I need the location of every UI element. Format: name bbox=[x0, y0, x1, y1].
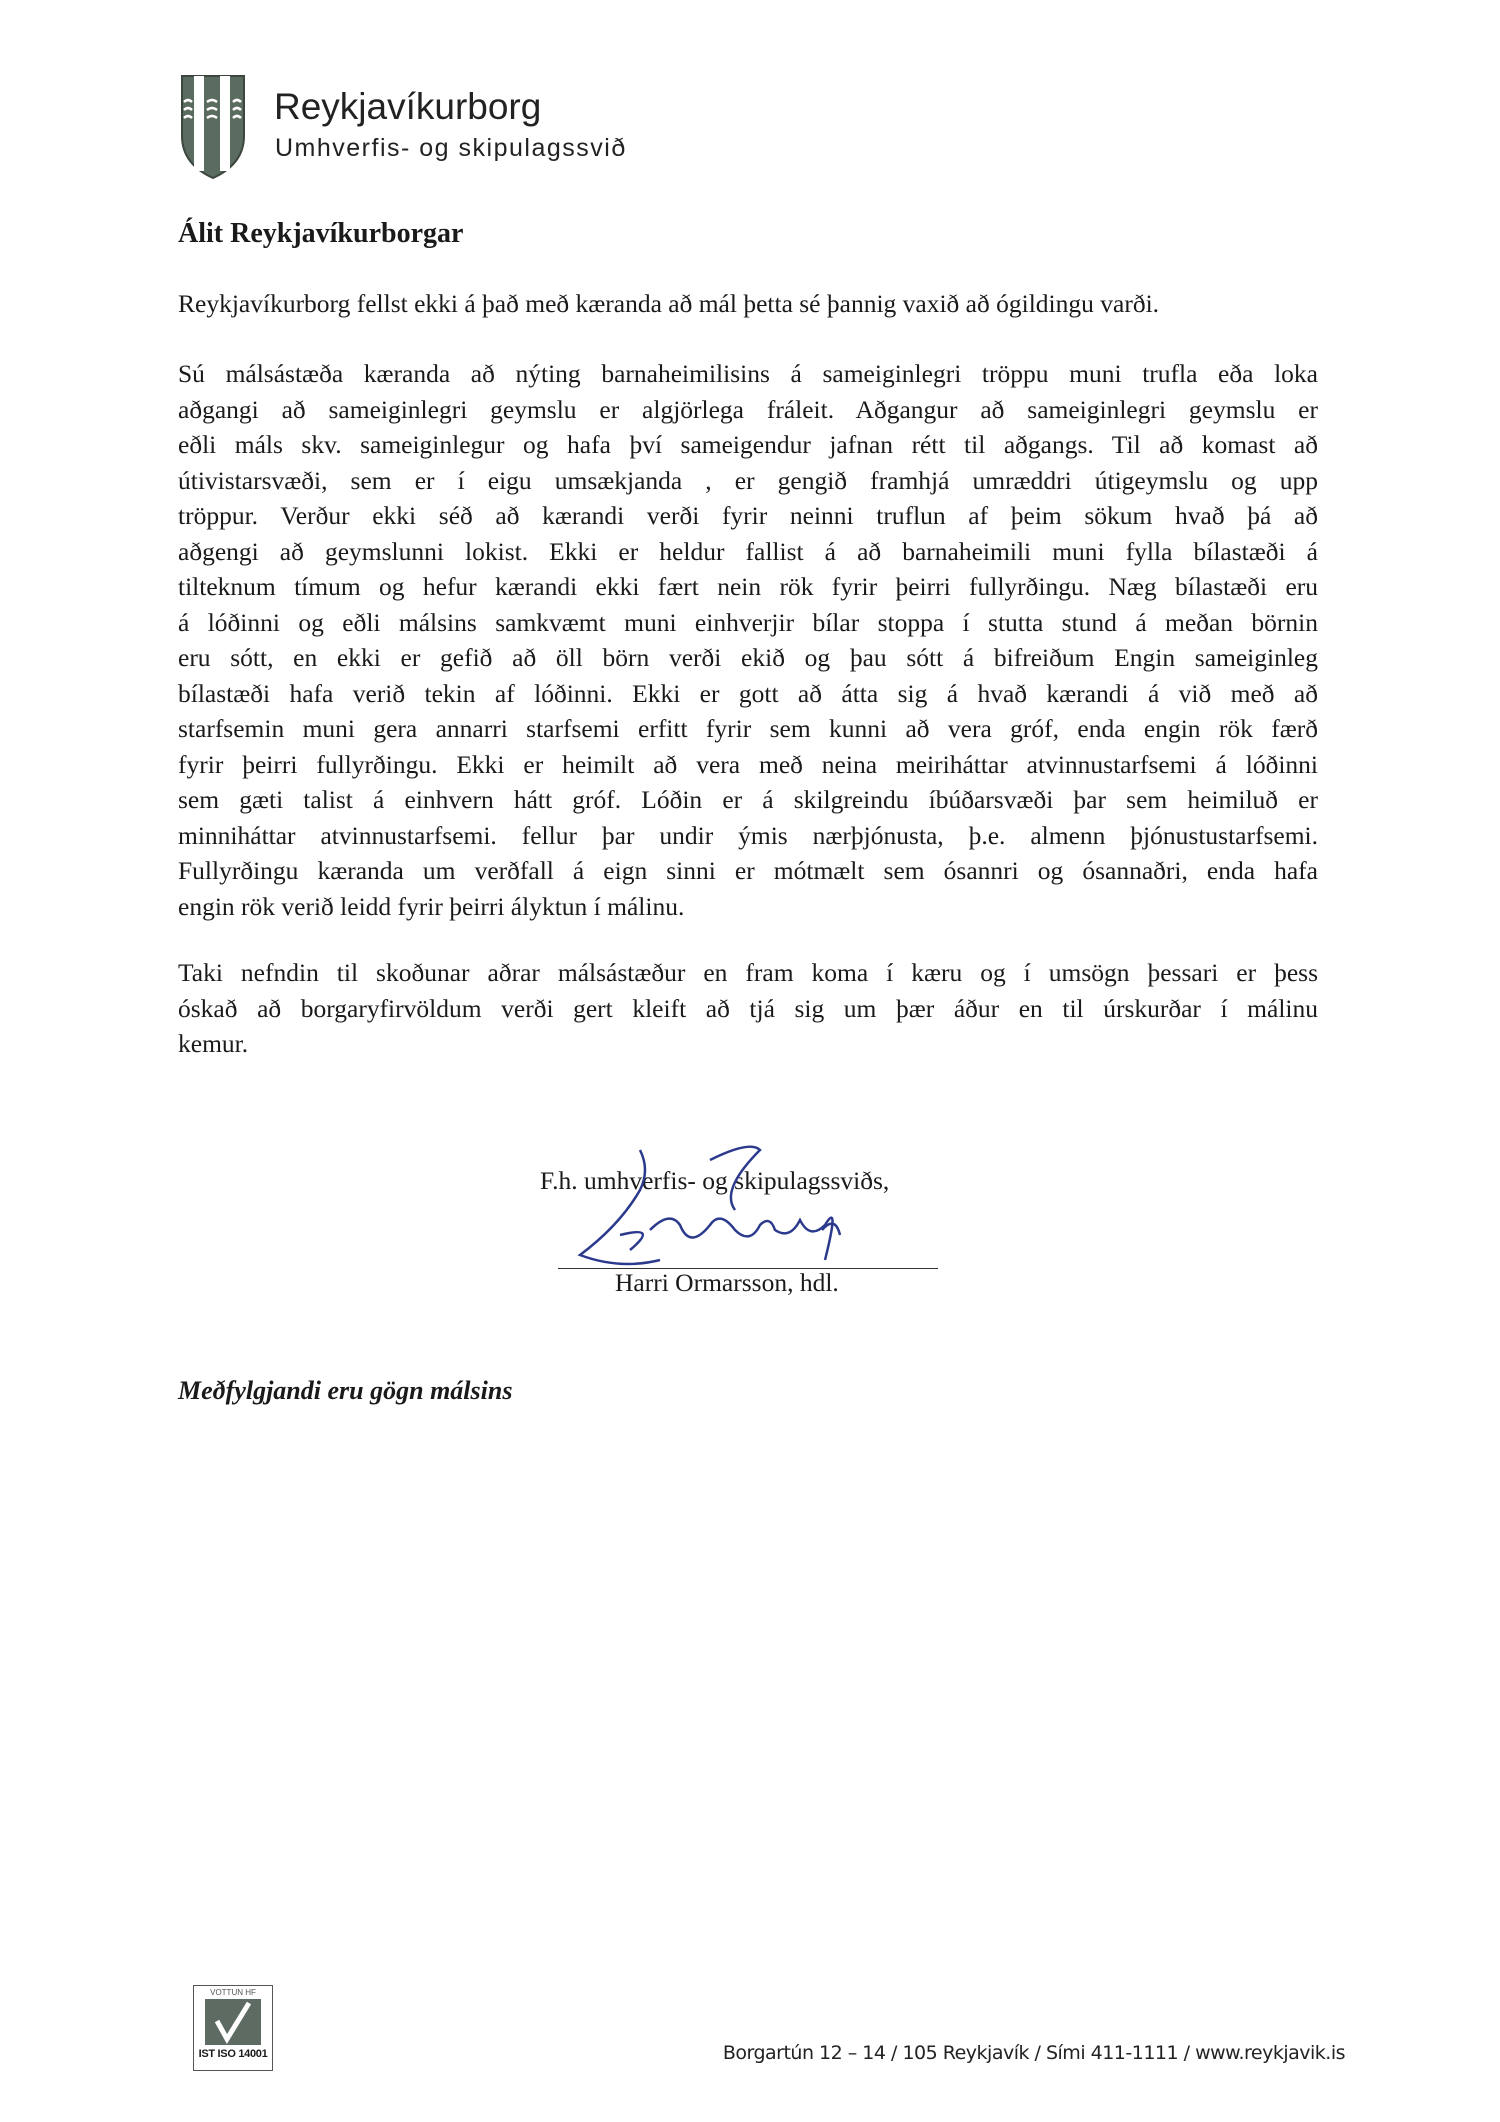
iso-certification-badge bbox=[193, 1985, 273, 2071]
on-behalf-line: F.h. umhverfis- og skipulagssviðs, bbox=[540, 1166, 890, 1195]
text-line: Reykjavíkurborg fellst ekki á það með kæranda að mál þetta sé þannig vaxið að ógildingu varði. bbox=[178, 289, 1160, 318]
department-name: Umhverfis- og skipulagssvið bbox=[275, 134, 627, 162]
certification-top-label: VOTTUN HF bbox=[210, 1988, 256, 1997]
text-line: eru sótt, en ekki er gefið að öll börn verði ekið og þau sótt á bifreiðum Engin sameiginleg bbox=[178, 643, 1318, 672]
text-line: sem gæti talist á einhvern hátt gróf. Lóðin er á skilgreindu íbúðarsvæði þar sem heimiluð er bbox=[178, 785, 1318, 814]
text-line: aðgengi að geymslunni lokist. Ekki er heldur fallist á að barnaheimili muni fylla bílastæði á bbox=[178, 536, 1318, 566]
text-line: fyrir þeirri fullyrðingu. Ekki er heimilt að vera með neina meiriháttar atvinnustarfsemi á lóðinni bbox=[178, 749, 1318, 779]
signatory-name: Harri Ormarsson, hdl. bbox=[615, 1268, 839, 1297]
text-line: óskað að borgaryfirvöldum verði gert kleift að tjá sig um þær áður en til úrskurðar í málinu bbox=[178, 993, 1318, 1023]
organization-name: Reykjavíkurborg bbox=[274, 86, 542, 127]
paragraph-3 bbox=[178, 955, 1318, 1062]
text-line: Sú málsástæða kæranda að nýting barnaheimilisins á sameiginlegri tröppu muni trufla eða loka bbox=[178, 359, 1318, 388]
enclosure-note: Meðfylgjandi eru gögn málsins bbox=[178, 1376, 513, 1405]
text-line: Taki nefndin til skoðunar aðrar málsástæður en fram koma í kæru og í umsögn þessari er þess bbox=[178, 958, 1318, 987]
certification-bottom-label: IST ISO 14001 bbox=[198, 2048, 268, 2060]
text-line: tilteknum tímum og hefur kærandi ekki fært nein rök fyrir þeirri fullyrðingu. Næg bílastæði eru bbox=[178, 572, 1318, 601]
footer-address: Borgartún 12 – 14 / 105 Reykjavík / Sími 411-1111 / www.reykjavik.is bbox=[722, 2042, 1345, 2064]
text-line: eðli máls skv. sameiginlegur og hafa því sameigendur jafnan rétt til aðgangs. Til að komast að bbox=[178, 430, 1318, 459]
text-line: minniháttar atvinnustarfsemi. fellur þar undir ýmis nærþjónusta, þ.e. almenn þjónustustarfsemi. bbox=[178, 820, 1318, 850]
text-line: tröppur. Verður ekki séð að kærandi verði fyrir neinni truflun af þeim sökum hvað þá að bbox=[178, 501, 1318, 530]
text-line: engin rök verið leidd fyrir þeirri ályktun í málinu. bbox=[178, 891, 685, 921]
text-line: starfsemin muni gera annarri starfsemi erfitt fyrir sem kunni að vera gróf, enda engin rök færð bbox=[178, 714, 1318, 743]
text-line: útivistarsvæði, sem er í eigu umsækjanda , er gengið framhjá umræddri útigeymslu og upp bbox=[178, 465, 1318, 495]
paragraph-2 bbox=[178, 356, 1318, 924]
reykjavik-coat-of-arms-logo bbox=[180, 74, 246, 180]
paragraph-1 bbox=[178, 286, 1318, 322]
text-line: Fullyrðingu kæranda um verðfall á eign sinni er mótmælt sem ósannri og ósannaðri, enda hafa bbox=[178, 856, 1318, 885]
handwritten-signature bbox=[560, 1130, 940, 1290]
text-line: bílastæði hafa verið tekin af lóðinni. Ekki er gott að átta sig á hvað kærandi á við með að bbox=[178, 678, 1318, 708]
document-title: Álit Reykjavíkurborgar bbox=[178, 218, 464, 249]
text-line: kemur. bbox=[178, 1029, 249, 1058]
text-line: aðgangi að sameiginlegri geymslu er algjörlega fráleit. Aðgangur að sameiginlegri geymslu er bbox=[178, 394, 1318, 424]
checkmark-icon bbox=[205, 1999, 261, 2045]
text-line: á lóðinni og eðli málsins samkvæmt muni einhverjir bílar stoppa í stutta stund á meðan börnin bbox=[178, 607, 1318, 637]
